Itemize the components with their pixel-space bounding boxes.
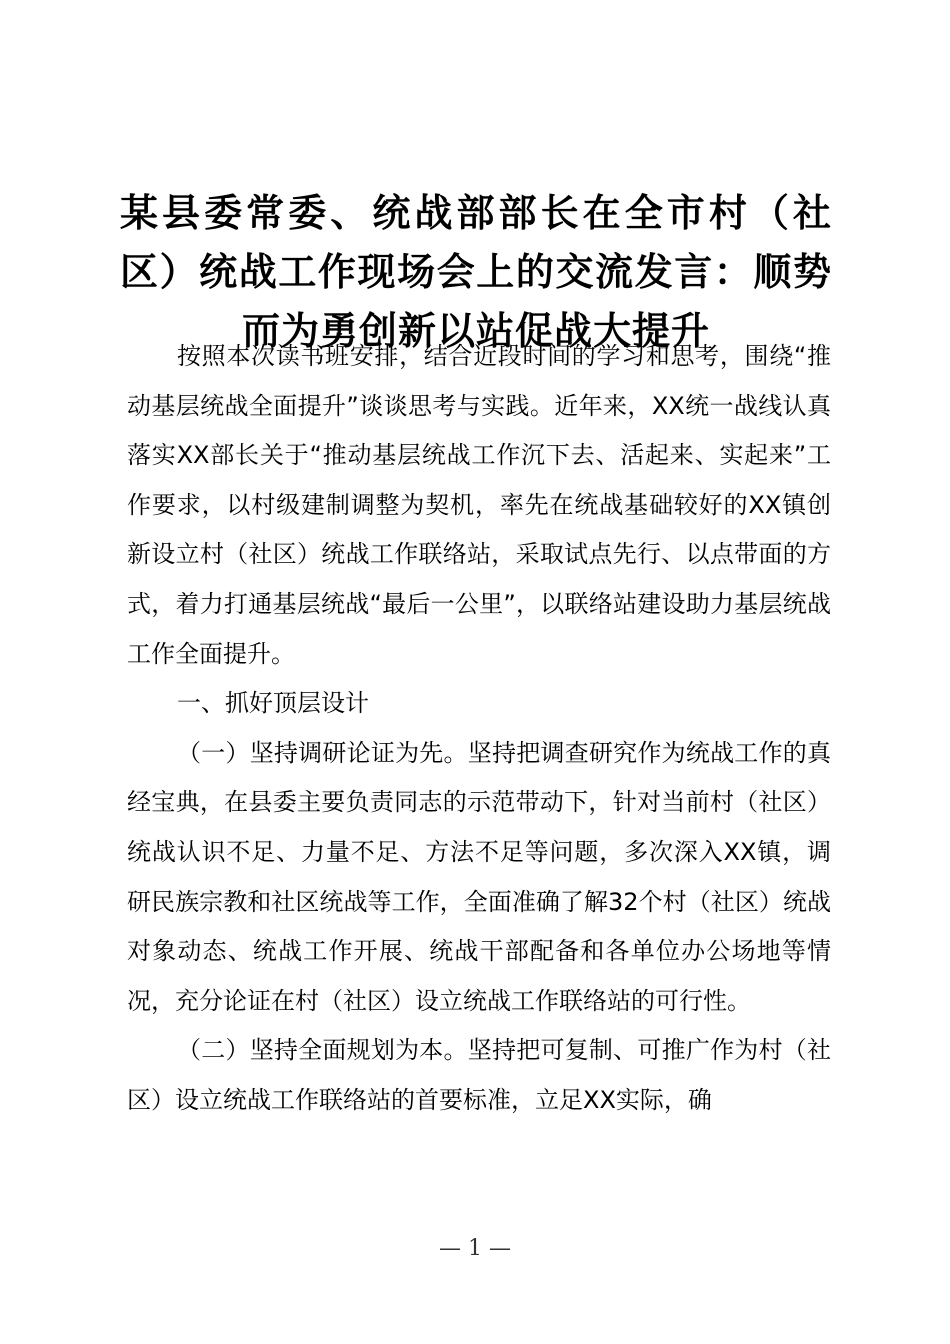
document-body	[127, 332, 831, 1126]
page-number: — 1 —	[439, 1236, 511, 1261]
paragraph-1-1: （一）坚持调研论证为先。坚持把调查研究作为统战工作的真经宝典，在县委主要负责同志的示范带动下，针对当前村（社区）统战认识不足、力量不足、方法不足等问题，多次深入XX镇，调研民族宗教和社区统战等工作，全面准确了解32个村（社区）统战对象动态、统战工作开展、统战干部配备和各单位办公场地等情况，充分论证在村（社区）设立统战工作联络站的可行性。	[127, 738, 831, 1015]
paragraph-intro: 按照本次读书班安排，结合近段时间的学习和思考，围绕“推动基层统战全面提升”谈谈思考与实践。近年来，XX统一战线认真落实XX部长关于“推动基层统战工作沉下去、活起来、实起来”工作要求，以村级建制调整为契机，率先在统战基础较好的XX镇创新设立村（社区）统战工作联络站，采取试点先行、以点带面的方式，着力打通基层统战“最后一公里”，以联络站建设助力基层统战工作全面提升。	[127, 342, 831, 668]
section-heading-1: 一、抓好顶层设计	[177, 689, 369, 718]
paragraph-1-2: （二）坚持全面规划为本。坚持把可复制、可推广作为村（社区）设立统战工作联络站的首要标准，立足XX实际，确	[127, 1036, 831, 1114]
document-title: 某县委常委、统战部部长在全市村（社区）统战工作现场会上的交流发言：顺势而为勇创新以站促战大提升	[120, 190, 832, 353]
